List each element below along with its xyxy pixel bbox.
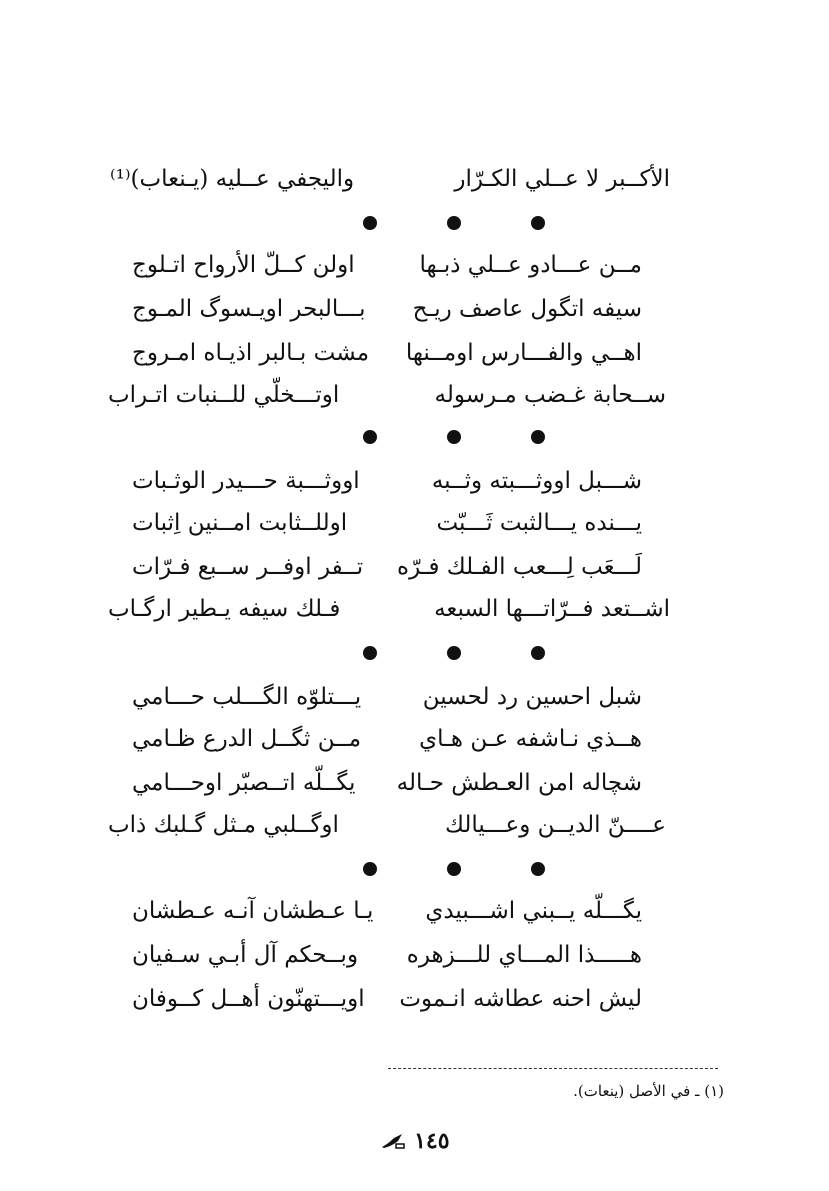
- verse-second-hemistich: اوگــلبي مـثل گـلبك ذاب: [108, 812, 339, 838]
- verse-line: [100, 812, 670, 852]
- verse-second-hemistich: واليجفي عــليه (يـنعاب)⁽¹⁾: [110, 166, 355, 192]
- verse-first-hemistich: اهــي والفـــارس اومــنها: [405, 340, 642, 366]
- verse-first-hemistich: شبل احسين رد لحسين: [422, 684, 642, 710]
- verse-second-hemistich: مــن ثگــل الدرع ظـامي: [132, 726, 362, 752]
- verse-line: [100, 340, 670, 380]
- quill-pen-icon: [380, 1132, 406, 1150]
- verse-first-hemistich: يگـــلّه يــبني اشـــبيدي: [425, 898, 642, 924]
- verse-first-hemistich: الأكــبر لا عــلي الكـرّار: [454, 166, 670, 192]
- verse-second-hemistich: اوللــثابت امــنين اِثبات: [132, 510, 348, 536]
- verse-second-hemistich: يـا عـطشان آنـه عـطشان: [132, 898, 374, 924]
- footnote-separator: [388, 1068, 718, 1069]
- verse-second-hemistich: اولن كــلّ الأرواح اتـلوج: [132, 252, 355, 278]
- verse-second-hemistich: فـلك سيفه يـطير ارگـاب: [108, 596, 341, 622]
- verse-line: [100, 596, 670, 636]
- verse-line: [100, 468, 670, 508]
- verse-line: [100, 296, 670, 336]
- verse-second-hemistich: اوتـــخلّي للــنبات اتـراب: [108, 382, 340, 408]
- stanza-separator: [0, 216, 829, 236]
- verse-line: [100, 166, 670, 206]
- verse-first-hemistich: يـــنده يـــالثبت ثَـــبّت: [436, 510, 642, 536]
- verse-line: [100, 770, 670, 810]
- verse-second-hemistich: اووثـــبة حـــيدر الوثـبات: [132, 468, 360, 494]
- page-number-text: ١٤٥: [414, 1128, 450, 1154]
- verse-second-hemistich: يـــتلوّه الگـــلب حـــامي: [132, 684, 362, 710]
- verse-line: [100, 684, 670, 724]
- verse-first-hemistich: هـــــذا المـــاي للـــزهره: [406, 942, 642, 968]
- verse-second-hemistich: وبــحكم آل أبـي سـفيان: [132, 942, 359, 968]
- stanza-separator: [0, 646, 829, 666]
- verse-line: [100, 252, 670, 292]
- verse-second-hemistich: يگــلّه اتــصبّر اوحـــامي: [132, 770, 356, 796]
- verse-first-hemistich: عــــنّ الديــن وعـــيالك: [444, 812, 666, 838]
- verse-first-hemistich: هــذي نـاشفه عـن هـاي: [419, 726, 642, 752]
- verse-first-hemistich: لَـــعَب لِـــعب الفـلك فـرّه: [397, 554, 642, 580]
- footnote: (١) ـ في الأصل (ينعات).: [573, 1082, 724, 1100]
- verse-second-hemistich: تــفر اوفــر ســبع فـرّات: [132, 554, 364, 580]
- verse-line: [100, 986, 670, 1026]
- verse-line: [100, 554, 670, 594]
- verse-first-hemistich: ليش احنه عطاشه انـموت: [399, 986, 642, 1012]
- verse-line: [100, 726, 670, 766]
- verse-line: [100, 510, 670, 550]
- verse-first-hemistich: مــن عـــادو عــلي ذبـها: [419, 252, 642, 278]
- verse-first-hemistich: ســحابة غـضب مـرسوله: [434, 382, 666, 408]
- verse-first-hemistich: شـــبل اووثـــبته وثــبه: [431, 468, 642, 494]
- verse-first-hemistich: شچاله امن العـطش حـاله: [396, 770, 642, 796]
- stanza-separator: [0, 430, 829, 450]
- verse-first-hemistich: اشــتعد فــرّاتـــها السبعه: [434, 596, 670, 622]
- verse-line: [100, 942, 670, 982]
- verse-second-hemistich: بـــالبحر اويـسوگ المـوج: [132, 296, 366, 322]
- verse-first-hemistich: سيفه اتگول عاصف ريـح: [412, 296, 642, 322]
- page-number: [340, 1128, 490, 1154]
- stanza-separator: [0, 862, 829, 882]
- verse-line: [100, 382, 670, 422]
- verse-second-hemistich: مشت بـالبر اذيـاه امـروج: [132, 340, 370, 366]
- verse-second-hemistich: اويـــتهنّون أهــل كــوفان: [132, 986, 365, 1012]
- verse-line: [100, 898, 670, 938]
